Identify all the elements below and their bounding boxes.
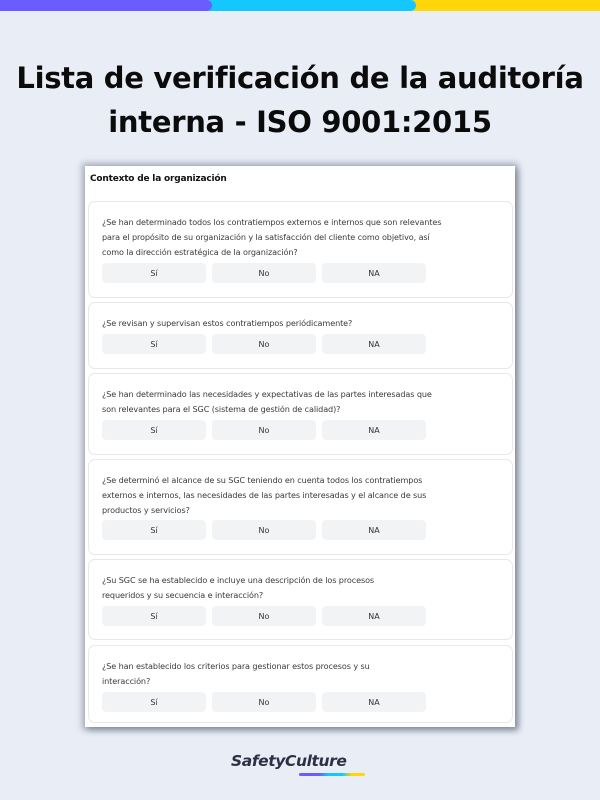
- logo-wordmark: SafetyCulture: [231, 752, 347, 770]
- question-text: ¿Su SGC se ha establecido e incluye una descripción de los procesos requeridos y su secuencia e interacción?: [102, 575, 375, 600]
- question-card: [88, 302, 513, 369]
- brand-bar-yellow: [400, 0, 600, 11]
- brand-bar-cyan: [200, 0, 416, 11]
- question-text: ¿Se han determinado todos los contratiempos externos e internos que son relevantes para el propósito de su organización y la satisfacción del cliente como objetivo, así como la dirección estratégica de la organización?: [102, 217, 442, 257]
- answer-yes-button[interactable]: Sí: [102, 606, 206, 626]
- brand-color-bar: [0, 0, 600, 11]
- answer-yes-button[interactable]: Sí: [102, 263, 206, 283]
- checklist-sheet: [85, 166, 515, 727]
- page-title: [0, 56, 600, 144]
- answer-group: [102, 420, 426, 440]
- logo-gradient-underline: [299, 773, 365, 776]
- answer-group: [102, 606, 426, 626]
- answer-na-button[interactable]: NA: [322, 520, 426, 540]
- answer-na-button[interactable]: NA: [322, 420, 426, 440]
- question-card: [88, 459, 513, 555]
- answer-group: [102, 520, 426, 540]
- answer-na-button[interactable]: NA: [322, 692, 426, 712]
- safetyculture-logo: [231, 752, 371, 782]
- answer-yes-button[interactable]: Sí: [102, 692, 206, 712]
- answer-no-button[interactable]: No: [212, 334, 316, 354]
- question-card: [88, 645, 513, 723]
- answer-na-button[interactable]: NA: [322, 263, 426, 283]
- question-card: [88, 373, 513, 455]
- answer-no-button[interactable]: No: [212, 420, 316, 440]
- answer-yes-button[interactable]: Sí: [102, 334, 206, 354]
- answer-no-button[interactable]: No: [212, 263, 316, 283]
- page-title-line-2: interna - ISO 9001:2015: [108, 105, 492, 139]
- answer-group: [102, 263, 426, 283]
- answer-yes-button[interactable]: Sí: [102, 520, 206, 540]
- answer-na-button[interactable]: NA: [322, 334, 426, 354]
- question-text: ¿Se revisan y supervisan estos contratiempos periódicamente?: [102, 318, 353, 328]
- question-card: [88, 559, 513, 640]
- question-card: [88, 201, 513, 298]
- question-text: ¿Se han determinado las necesidades y expectativas de las partes interesadas que son relevantes para el SGC (sistema de gestión de calidad)?: [102, 389, 432, 414]
- answer-group: [102, 692, 426, 712]
- page-title-line-1: Lista de verificación de la auditoría: [16, 61, 584, 95]
- section-title: Contexto de la organización: [90, 174, 227, 184]
- answer-no-button[interactable]: No: [212, 606, 316, 626]
- answer-na-button[interactable]: NA: [322, 606, 426, 626]
- brand-bar-purple: [0, 0, 212, 11]
- answer-no-button[interactable]: No: [212, 692, 316, 712]
- question-text: ¿Se han establecido los criterios para gestionar estos procesos y su interacción?: [102, 661, 370, 686]
- answer-no-button[interactable]: No: [212, 520, 316, 540]
- answer-yes-button[interactable]: Sí: [102, 420, 206, 440]
- answer-group: [102, 334, 426, 354]
- question-text: ¿Se determinó el alcance de su SGC teniendo en cuenta todos los contratiempos externos e internos, las necesidades de las partes interesadas y el alcance de sus productos y servicios?: [102, 475, 427, 515]
